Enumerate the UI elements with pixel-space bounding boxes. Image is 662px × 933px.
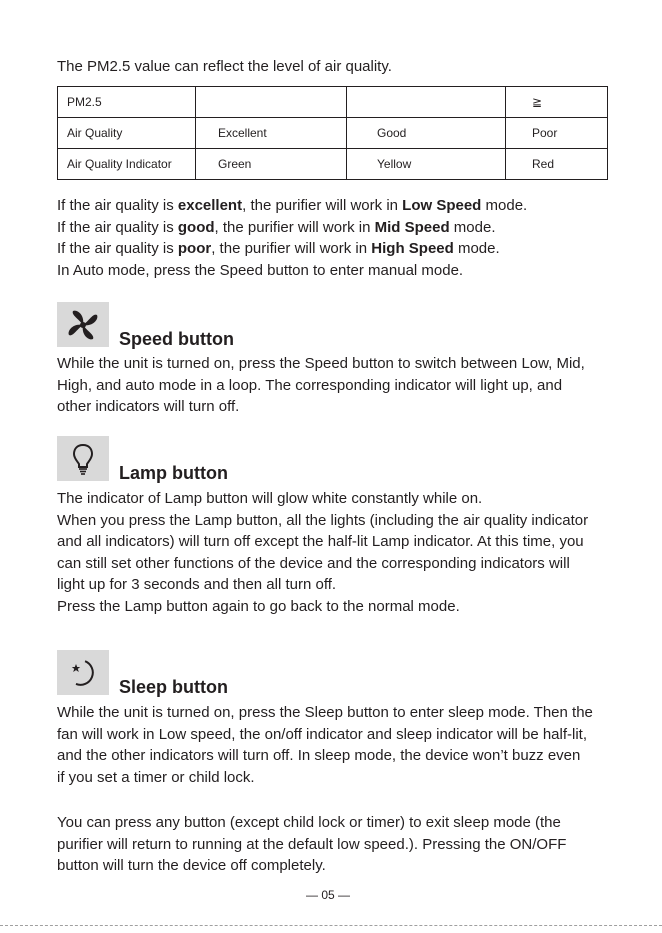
sleep-exit-description: You can press any button (except child lock or timer) to exit sleep mode (the purifier will return to running at the default low speed.). Pressing the ON/OFF button will turn the device off completely. [57, 814, 567, 874]
table-row [58, 118, 608, 149]
table-row [58, 149, 608, 180]
page-number: — 05 — [306, 888, 351, 902]
table-cell: Air Quality Indicator [58, 149, 196, 180]
table-cell: Good [347, 118, 506, 149]
sleep-description: While the unit is turned on, press the Sleep button to enter sleep mode. Then the fan will work in Low speed, the on/off indicator and sleep indicator will be half-lit, and the other indicators will turn off. In sleep mode, the device won’t buzz even if you set a timer or child lock. [57, 704, 593, 786]
moon-star-icon [57, 650, 109, 695]
table-cell: Green [196, 149, 347, 180]
sleep-button-title: Sleep button [119, 677, 228, 697]
lamp-button-title: Lamp button [119, 463, 228, 483]
bulb-icon [57, 436, 109, 481]
mode-line: If the air quality is poor, the purifier will work in High Speed mode. [57, 240, 500, 257]
table-row [58, 87, 608, 118]
air-quality-table [57, 86, 608, 180]
air-quality-modes [57, 195, 527, 281]
table-cell: Air Quality [58, 118, 196, 149]
mode-line: If the air quality is excellent, the purifier will work in Low Speed mode. [57, 197, 528, 214]
table-cell: Red [506, 149, 608, 180]
table-cell: Poor [506, 118, 608, 149]
lamp-description: The indicator of Lamp button will glow white constantly while on. When you press the Lamp button, all the lights (including the air quality indicator and all indicators) will turn off except the half-lit Lamp indicator. At this time, you can still set other functions of the device and the corresponding indicators will light up for 3 seconds and then all turn off. Press the Lamp button again to go back to the normal mode. [57, 490, 589, 615]
intro-text: The PM2.5 value can reflect the level of air quality. [57, 58, 392, 75]
table-cell [196, 87, 347, 118]
mode-line: If the air quality is good, the purifier will work in Mid Speed mode. [57, 218, 496, 236]
speed-description: While the unit is turned on, press the Speed button to switch between Low, Mid, High, and auto mode in a loop. The corresponding indicator will light up, and other indicators will turn off. [57, 355, 585, 415]
speed-button-title: Speed button [119, 329, 234, 349]
fan-icon [57, 302, 109, 347]
table-cell [347, 87, 506, 118]
table-cell: Yellow [347, 149, 506, 180]
table-cell: PM2.5 [58, 87, 196, 118]
page-edge-divider [0, 925, 662, 926]
table-cell: ≧ [506, 87, 608, 118]
auto-mode-line: In Auto mode, press the Speed button to enter manual mode. [57, 261, 464, 279]
table-cell: Excellent [196, 118, 347, 149]
